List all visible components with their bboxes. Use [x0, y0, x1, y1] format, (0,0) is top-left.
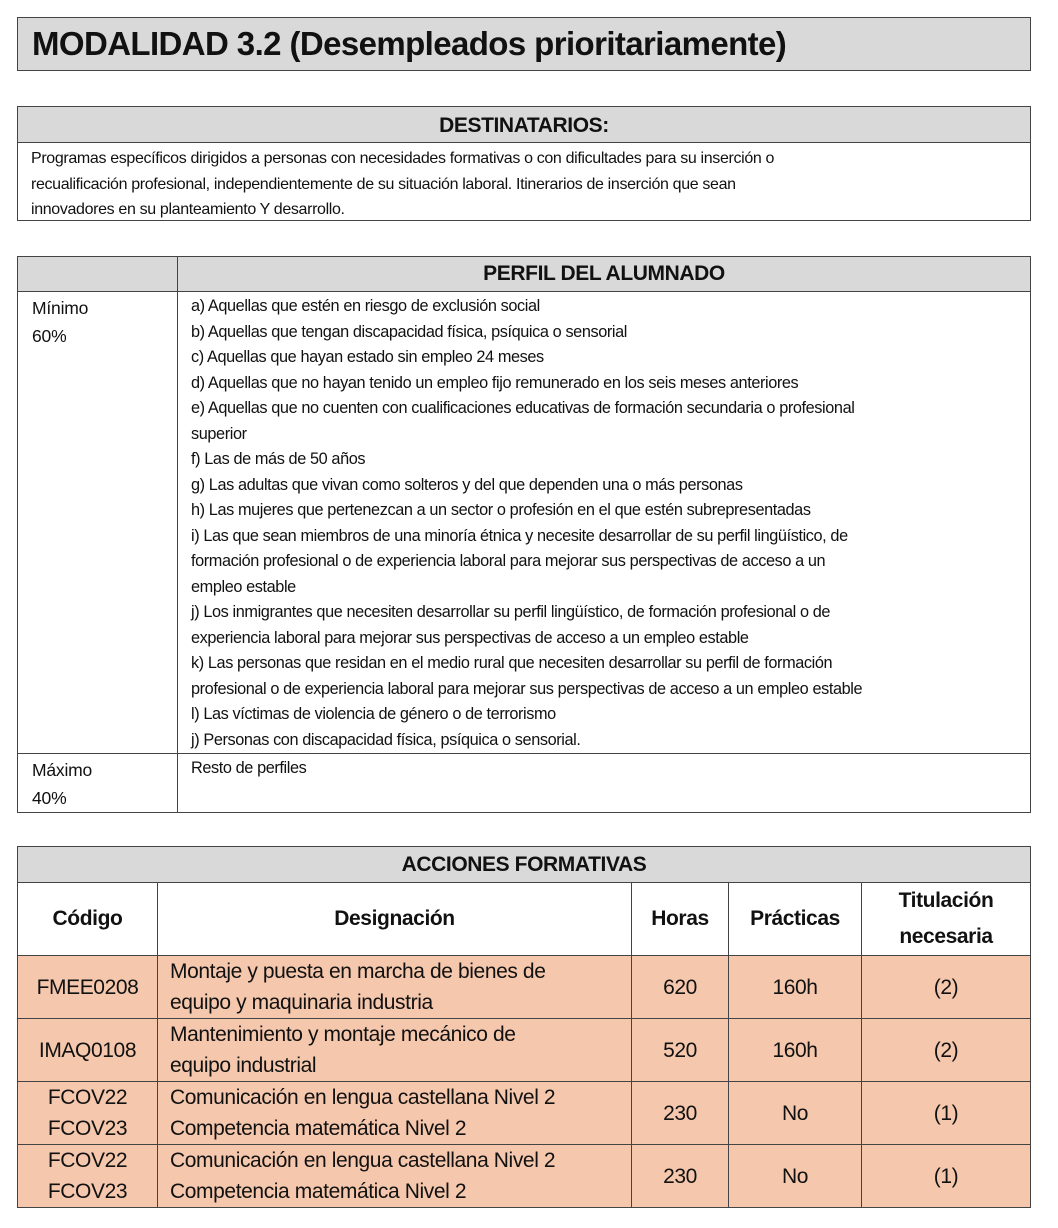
codigo-value: FCOV22	[47, 1149, 128, 1172]
criteria-line: profesional o de experiencia laboral para mejorar sus perspectivas de acceso a un empleo estable	[191, 679, 863, 698]
designacion-line: Mantenimiento y montaje mecánico de	[170, 1023, 516, 1046]
destinatarios-body	[18, 143, 1030, 223]
criteria-line: b) Aquellas que tengan discapacidad física, psíquica o sensorial	[191, 322, 627, 341]
col-codigo: Código	[18, 883, 158, 956]
acciones-column-header-row	[18, 883, 1031, 956]
criteria-line: a) Aquellas que estén en riesgo de exclusión social	[191, 297, 540, 315]
criteria-line: e) Aquellas que no cuenten con cualificaciones educativas de formación secundaria o profesional	[191, 399, 855, 417]
minimo-criteria-list	[178, 292, 1031, 754]
maximo-label-text: Máximo	[32, 760, 93, 780]
perfil-maximo-row	[18, 754, 1031, 813]
table-row	[18, 1019, 1031, 1082]
destinatarios-heading: DESTINATARIOS:	[18, 107, 1030, 143]
destinatarios-line: recualificación profesional, independientemente de su situación laboral. Itinerarios de inserción que sean	[31, 175, 736, 193]
criteria-line: c) Aquellas que hayan estado sin empleo 24 meses	[191, 348, 544, 366]
maximo-percent: 40%	[32, 788, 67, 808]
criteria-line: empleo estable	[191, 577, 296, 596]
table-row	[18, 1082, 1031, 1145]
codigo-cell	[18, 956, 158, 1019]
codigo-cell	[18, 1145, 158, 1208]
codigo-value: FMEE0208	[36, 975, 139, 999]
codigo-cell	[18, 1082, 158, 1145]
designacion-line: equipo y maquinaria industria	[170, 991, 433, 1014]
minimo-label	[18, 292, 178, 754]
designacion-line: Comunicación en lengua castellana Nivel 2	[170, 1086, 556, 1109]
codigo-cell	[18, 1019, 158, 1082]
title-box	[17, 17, 1031, 71]
criteria-line: j) Personas con discapacidad física, psíquica o sensorial.	[191, 730, 581, 749]
codigo-value: FCOV22	[47, 1086, 128, 1109]
practicas-cell: 160h	[729, 956, 862, 1019]
criteria-line: g) Las adultas que vivan como solteros y del que dependen una o más personas	[191, 475, 743, 494]
perfil-header-row	[18, 257, 1031, 292]
criteria-line: l) Las víctimas de violencia de género o de terrorismo	[191, 705, 556, 723]
designacion-cell	[158, 956, 632, 1019]
criteria-line: k) Las personas que residan en el medio rural que necesiten desarrollar su perfil de formación	[191, 654, 833, 672]
horas-cell: 230	[632, 1082, 729, 1145]
destinatarios-line: Programas específicos dirigidos a personas con necesidades formativas o con dificultades para su inserción o	[31, 150, 775, 167]
perfil-header-empty	[18, 257, 178, 292]
acciones-table	[17, 846, 1031, 1208]
acciones-body	[18, 956, 1031, 1208]
codigo-value: IMAQ0108	[38, 1038, 137, 1062]
col-horas: Horas	[632, 883, 729, 956]
acciones-title-row	[18, 847, 1031, 883]
practicas-cell: No	[729, 1082, 862, 1145]
horas-cell: 520	[632, 1019, 729, 1082]
destinatarios-line: innovadores en su planteamiento Y desarrollo.	[31, 201, 345, 218]
perfil-heading: PERFIL DEL ALUMNADO	[178, 257, 1031, 292]
table-row	[18, 956, 1031, 1019]
titulacion-cell: (1)	[862, 1082, 1031, 1145]
titulacion-cell: (2)	[862, 1019, 1031, 1082]
criteria-line: superior	[191, 424, 247, 443]
page-title: MODALIDAD 3.2 (Desempleados prioritariamente)	[32, 25, 787, 62]
col-practicas: Prácticas	[729, 883, 862, 956]
maximo-label	[18, 754, 178, 813]
criteria-line: formación profesional o de experiencia laboral para mejorar sus perspectivas de acceso a un	[191, 552, 826, 570]
acciones-heading: ACCIONES FORMATIVAS	[18, 847, 1031, 883]
designacion-cell	[158, 1019, 632, 1082]
maximo-text: Resto de perfiles	[178, 754, 1031, 813]
practicas-cell: No	[729, 1145, 862, 1208]
designacion-line: Comunicación en lengua castellana Nivel 2	[170, 1149, 556, 1172]
designacion-line: equipo industrial	[170, 1054, 317, 1077]
criteria-line: d) Aquellas que no hayan tenido un empleo fijo remunerado en los seis meses anteriores	[191, 373, 799, 392]
titulacion-cell: (1)	[862, 1145, 1031, 1208]
col-designacion: Designación	[158, 883, 632, 956]
minimo-label-text: Mínimo	[32, 298, 89, 318]
col-titulacion	[862, 883, 1031, 956]
criteria-line: i) Las que sean miembros de una minoría étnica y necesite desarrollar de su perfil lingüístico, de	[191, 526, 848, 545]
criteria-line: f) Las de más de 50 años	[191, 450, 366, 468]
designacion-cell	[158, 1082, 632, 1145]
col-titulacion-line2: necesaria	[899, 925, 993, 948]
codigo-value: FCOV23	[47, 1180, 128, 1203]
minimo-percent: 60%	[32, 326, 67, 346]
perfil-minimo-row	[18, 292, 1031, 754]
perfil-table	[17, 256, 1031, 813]
designacion-line: Competencia matemática Nivel 2	[170, 1117, 467, 1140]
criteria-line: experiencia laboral para mejorar sus perspectivas de acceso a un empleo estable	[191, 628, 749, 647]
titulacion-cell: (2)	[862, 956, 1031, 1019]
designacion-line: Montaje y puesta en marcha de bienes de	[170, 960, 546, 983]
col-titulacion-line1: Titulación	[898, 889, 994, 912]
designacion-cell	[158, 1145, 632, 1208]
table-row	[18, 1145, 1031, 1208]
designacion-line: Competencia matemática Nivel 2	[170, 1180, 467, 1203]
horas-cell: 230	[632, 1145, 729, 1208]
codigo-value: FCOV23	[47, 1117, 128, 1140]
criteria-line: h) Las mujeres que pertenezcan a un sector o profesión en el que estén subrepresentadas	[191, 501, 811, 519]
destinatarios-section	[17, 106, 1031, 221]
horas-cell: 620	[632, 956, 729, 1019]
practicas-cell: 160h	[729, 1019, 862, 1082]
criteria-line: j) Los inmigrantes que necesiten desarrollar su perfil lingüístico, de formación profesional o de	[191, 603, 831, 621]
